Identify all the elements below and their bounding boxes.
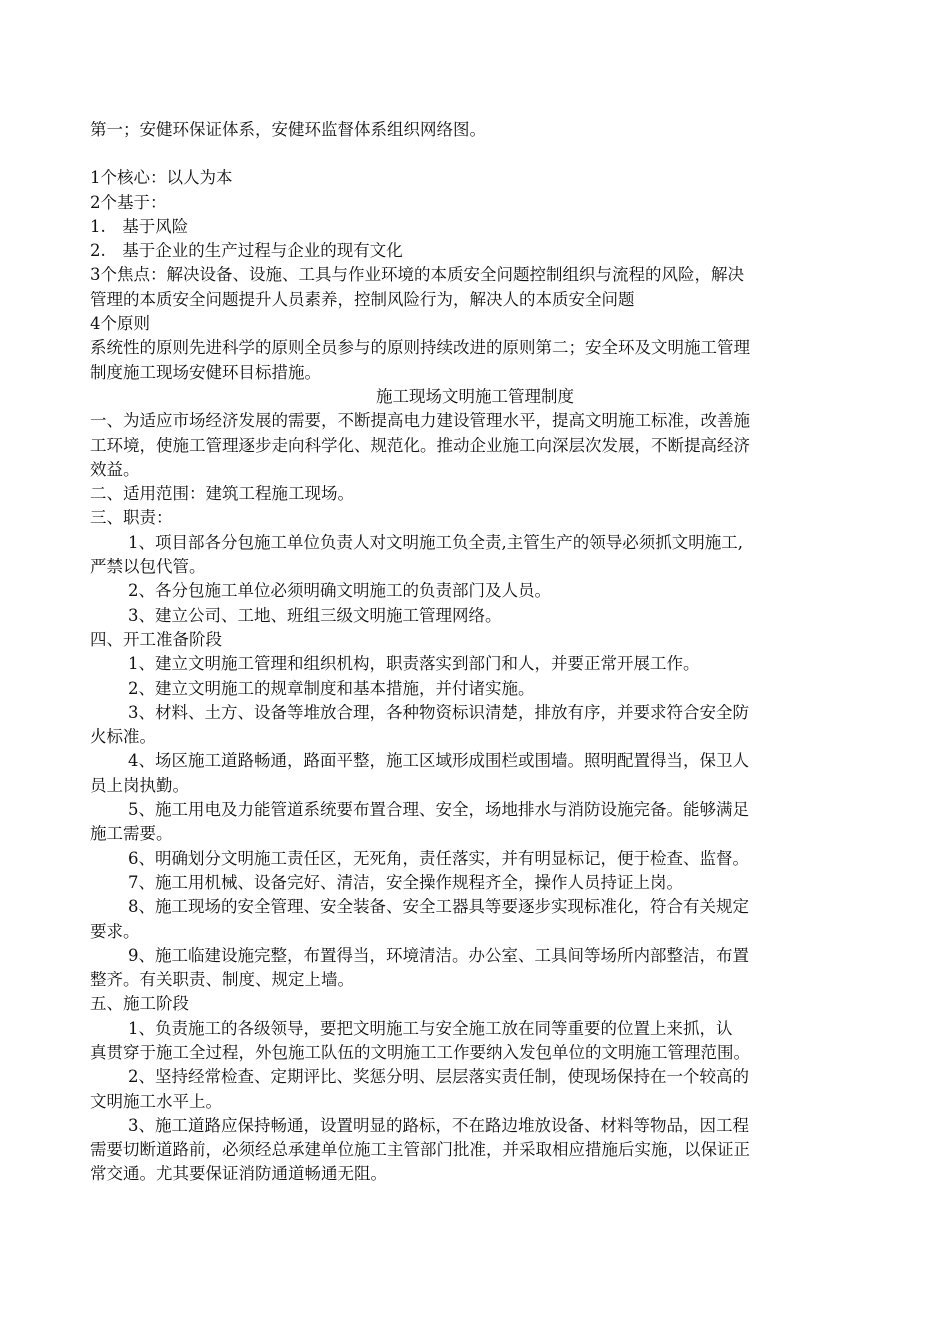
basis-item-1: 1. 基于风险	[90, 216, 189, 236]
focus-line-1: 3个焦点：解决设备、设施、工具与作业环境的本质安全问题控制组织与流程的风险，解决	[90, 265, 744, 285]
prep-2: 2、建立文明施工的规章制度和基本措施，并付诸实施。	[128, 678, 535, 698]
principles-line-2: 制度施工现场安健环目标措施。	[90, 362, 321, 382]
paragraph-5-title: 五、施工阶段	[90, 994, 189, 1014]
core-line: 1个核心：以人为本	[90, 168, 233, 188]
focus-line-2: 管理的本质安全问题提升人员素养，控制风险行为，解决人的本质安全问题	[90, 289, 635, 309]
prep-8-line-1: 8、施工现场的安全管理、安全装备、安全工器具等要逐步实现标准化，符合有关规定	[128, 897, 749, 917]
prep-4-line-2: 员上岗执勤。	[90, 775, 189, 795]
construction-1-line-1: 1、负责施工的各级领导，要把文明施工与安全施工放在同等重要的位置上来抓，认	[128, 1018, 733, 1038]
construction-3-line-3: 常交通。尤其要保证消防通道畅通无阻。	[90, 1164, 387, 1184]
prep-5-line-2: 施工需要。	[90, 824, 173, 844]
prep-7: 7、施工用机械、设备完好、清洁，安全操作规程齐全，操作人员持证上岗。	[128, 872, 683, 892]
prep-9-line-2: 整齐。有关职责、制度、规定上墙。	[90, 970, 354, 990]
construction-2-line-2: 文明施工水平上。	[90, 1091, 222, 1111]
basis-item-2: 2. 基于企业的生产过程与企业的现有文化	[90, 241, 403, 261]
construction-3-line-1: 3、施工道路应保持畅通，设置明显的路标，不在路边堆放设备、材料等物品，因工程	[128, 1115, 749, 1135]
prep-5-line-1: 5、施工用电及力能管道系统要布置合理、安全，场地排水与消防设施完备。能够满足	[128, 800, 749, 820]
paragraph-3-title: 三、职责：	[90, 508, 173, 528]
section-title: 施工现场文明施工管理制度	[376, 386, 574, 406]
duty-3: 3、建立公司、工地、班组三级文明施工管理网络。	[128, 605, 502, 625]
duty-1-line-2: 严禁以包代管。	[90, 557, 206, 577]
paragraph-2: 二、适用范围：建筑工程施工现场。	[90, 484, 354, 504]
construction-3-line-2: 需要切断道路前，必须经总承建单位施工主管部门批准，并采取相应措施后实施，以保证正	[90, 1140, 750, 1160]
paragraph-1-line-3: 效益。	[90, 459, 140, 479]
duty-2: 2、各分包施工单位必须明确文明施工的负责部门及人员。	[128, 581, 551, 601]
paragraph-1-line-2: 工环境，使施工管理逐步走向科学化、规范化。推动企业施工向深层次发展，不断提高经济	[90, 435, 750, 455]
prep-3-line-1: 3、材料、土方、设备等堆放合理，各种物资标识清楚，排放有序，并要求符合安全防	[128, 702, 749, 722]
prep-3-line-2: 火标准。	[90, 727, 156, 747]
principles-title: 4个原则	[90, 314, 150, 334]
paragraph-4-title: 四、开工准备阶段	[90, 629, 222, 649]
prep-9-line-1: 9、施工临建设施完整，布置得当，环境清洁。办公室、工具间等场所内部整洁，布置	[128, 945, 749, 965]
heading-system: 第一；安健环保证体系，安健环监督体系组织网络图。	[90, 120, 486, 139]
basis-title: 2个基于：	[90, 192, 167, 212]
principles-line-1: 系统性的原则先进科学的原则全员参与的原则持续改进的原则第二；安全环及文明施工管理	[90, 338, 750, 358]
paragraph-1-line-1: 一、为适应市场经济发展的需要，不断提高电力建设管理水平，提高文明施工标准，改善施	[90, 411, 750, 431]
construction-2-line-1: 2、坚持经常检查、定期评比、奖惩分明、层层落实责任制，使现场保持在一个较高的	[128, 1067, 749, 1087]
prep-8-line-2: 要求。	[90, 921, 140, 941]
document-body	[90, 118, 860, 1187]
prep-4-line-1: 4、场区施工道路畅通，路面平整，施工区域形成围栏或围墙。照明配置得当，保卫人	[128, 751, 749, 771]
duty-1-line-1: 1、项目部各分包施工单位负责人对文明施工负全责,主管生产的领导必须抓文明施工,	[128, 532, 743, 552]
prep-1: 1、建立文明施工管理和组织机构，职责落实到部门和人，并要正常开展工作。	[128, 654, 700, 674]
construction-1-line-2: 真贯穿于施工全过程，外包施工队伍的文明施工工作要纳入发包单位的文明施工管理范围。	[90, 1042, 750, 1062]
prep-6: 6、明确划分文明施工责任区，无死角，责任落实，并有明显标记，便于检查、监督。	[128, 848, 749, 868]
